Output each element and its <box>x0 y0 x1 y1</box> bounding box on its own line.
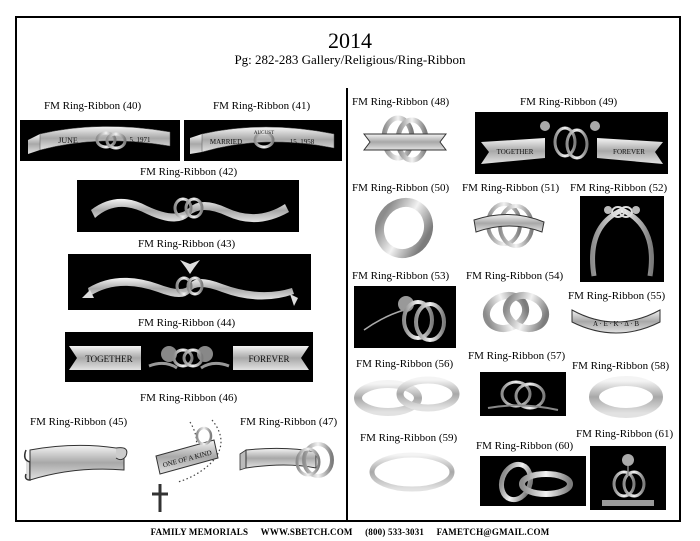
artwork-ring-ribbon-45[interactable] <box>20 440 132 490</box>
item-label-41: FM Ring-Ribbon (41) <box>213 100 311 112</box>
ribbon-text-date-41: 15, 1958 <box>289 138 315 146</box>
artwork-ring-ribbon-43[interactable] <box>68 254 311 310</box>
item-label-58: FM Ring-Ribbon (58) <box>572 360 670 372</box>
item-label-61: FM Ring-Ribbon (61) <box>576 428 674 440</box>
item-label-50: FM Ring-Ribbon (50) <box>352 182 450 194</box>
column-divider <box>346 88 348 522</box>
ribbon-text-one-of-a-kind: ONE OF A KIND <box>161 448 213 470</box>
artwork-ring-ribbon-58[interactable] <box>588 374 664 420</box>
artwork-ring-ribbon-54[interactable] <box>480 286 552 336</box>
artwork-ring-ribbon-61[interactable] <box>590 446 666 510</box>
item-label-52: FM Ring-Ribbon (52) <box>570 182 668 194</box>
item-label-55: FM Ring-Ribbon (55) <box>568 290 666 302</box>
page-subtitle: Pg: 282-283 Gallery/Religious/Ring-Ribbon <box>234 52 466 67</box>
item-label-42: FM Ring-Ribbon (42) <box>140 166 238 178</box>
artwork-ring-ribbon-49[interactable] <box>475 112 668 174</box>
footer-website[interactable]: WWW.SBETCH.COM <box>260 527 353 537</box>
artwork-ring-ribbon-42[interactable] <box>77 180 299 232</box>
artwork-ring-ribbon-51[interactable] <box>470 196 548 254</box>
item-label-47: FM Ring-Ribbon (47) <box>240 416 338 428</box>
item-label-54: FM Ring-Ribbon (54) <box>466 270 564 282</box>
item-label-49: FM Ring-Ribbon (49) <box>520 96 618 108</box>
item-label-60: FM Ring-Ribbon (60) <box>476 440 574 452</box>
item-label-57: FM Ring-Ribbon (57) <box>468 350 566 362</box>
artwork-ring-ribbon-56[interactable] <box>352 372 462 420</box>
item-label-43: FM Ring-Ribbon (43) <box>138 238 236 250</box>
artwork-ring-ribbon-53[interactable] <box>354 286 456 348</box>
artwork-ring-ribbon-52[interactable] <box>580 196 664 282</box>
ribbon-text-date-40: 5, 1971 <box>129 136 151 144</box>
item-label-59: FM Ring-Ribbon (59) <box>360 432 458 444</box>
item-label-56: FM Ring-Ribbon (56) <box>356 358 454 370</box>
ribbon-text-together-44: TOGETHER <box>85 354 133 364</box>
footer <box>0 527 700 537</box>
artwork-ring-ribbon-41[interactable] <box>184 120 342 161</box>
artwork-ring-ribbon-47[interactable] <box>236 432 338 484</box>
ribbon-text-forever-44: FOREVER <box>248 354 290 364</box>
artwork-ring-ribbon-44[interactable] <box>65 332 313 382</box>
ribbon-text-forever-49: FOREVER <box>613 148 645 156</box>
page-title: 2014 <box>328 28 372 53</box>
ribbon-text-june: JUNE <box>58 136 78 145</box>
ribbon-text-august: AUGUST <box>253 131 275 136</box>
ribbon-text-married: MARRIED <box>209 138 243 146</box>
footer-phone: (800) 533-3031 <box>365 527 425 537</box>
item-label-48: FM Ring-Ribbon (48) <box>352 96 450 108</box>
item-label-53: FM Ring-Ribbon (53) <box>352 270 450 282</box>
footer-company: FAMILY MEMORIALS <box>150 527 249 537</box>
item-label-46: FM Ring-Ribbon (46) <box>140 392 238 404</box>
artwork-ring-ribbon-57[interactable] <box>480 372 566 416</box>
item-label-44: FM Ring-Ribbon (44) <box>138 317 236 329</box>
footer-email[interactable]: FAMETCH@GMAIL.COM <box>436 527 550 537</box>
item-label-45: FM Ring-Ribbon (45) <box>30 416 128 428</box>
ribbon-text-together-49: TOGETHER <box>496 148 534 156</box>
artwork-ring-ribbon-48[interactable] <box>362 112 450 168</box>
artwork-ring-ribbon-60[interactable] <box>480 456 586 506</box>
artwork-ring-ribbon-55[interactable] <box>568 304 664 340</box>
artwork-ring-ribbon-46[interactable] <box>142 412 232 514</box>
artwork-ring-ribbon-40[interactable] <box>20 120 180 161</box>
ribbon-text-greek: A · E · K · Δ · B <box>592 320 640 328</box>
item-label-51: FM Ring-Ribbon (51) <box>462 182 560 194</box>
artwork-ring-ribbon-50[interactable] <box>368 196 440 260</box>
artwork-ring-ribbon-59[interactable] <box>364 448 460 496</box>
item-label-40: FM Ring-Ribbon (40) <box>44 100 142 112</box>
